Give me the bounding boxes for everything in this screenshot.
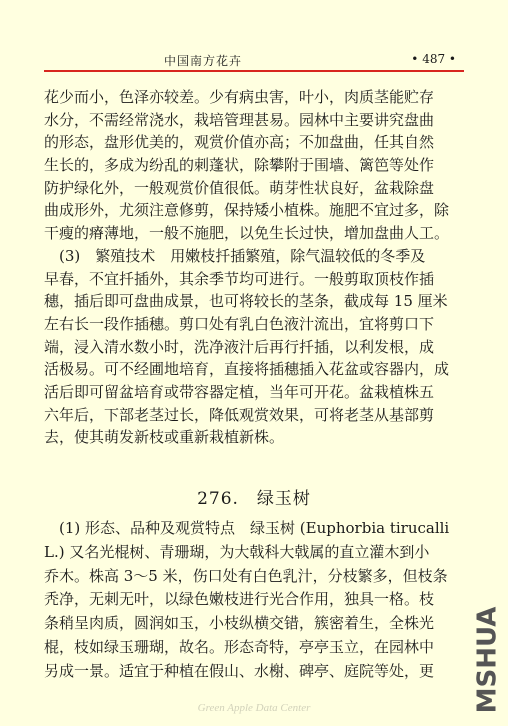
header-rule [44,70,464,72]
text-line: 早春，不宜扦插外，其余季节均可进行。一般剪取顶枝作插 [44,269,435,288]
text-line: 水分，不需经常浇水，栽培管理甚易。园林中主要讲究盘曲 [44,110,435,129]
text-line: 乔木。株高 3～5 米，伤口处有白色乳汁，分枝繁多，但枝条 [44,566,448,585]
text-line: 的形态，盘形优美的，观赏价值亦高；不加盘曲，任其自然 [44,133,435,152]
text-line: 条稍呈肉质，圆润如玉，小枝纵横交错，簇密着生，全株光 [44,614,435,633]
text-line: 去，使其萌发新枝或重新栽植新株。 [44,428,285,447]
side-watermark [470,606,504,714]
footer-watermark: Green Apple Data Center [197,702,311,714]
running-title: 中国南方花卉 [164,54,243,68]
section-heading: 276. 绿玉树 [197,489,311,509]
text-line: 防护绿化外，一般观赏价值很低。萌芽性状良好，盆栽除盘 [44,178,435,197]
side-watermark-text: MSHUA [472,606,503,714]
text-line: 生长的，多成为纷乱的刺蓬状，除攀附于围墙、篱笆等处作 [44,156,435,175]
text-line: 棍，枝如绿玉珊瑚，故名。形态奇特，亭亭玉立，在园林中 [44,637,435,656]
text-line: 端，浸入清水数小时，洗净液汁后再行扦插，以利发根，成 [44,337,435,356]
body-paragraph-2 [44,517,464,684]
text-line: 六年后，下部老茎过长，降低观赏效果，可将老茎从基部剪 [44,405,435,424]
body-paragraph-1 [44,86,464,449]
text-line: (1) 形态、品种及观赏特点 绿玉树 (Euphorbia tirucalli [44,519,450,537]
text-line: 左右长一段作插穗。剪口处有乳白色液汁流出，宜将剪口下 [44,314,435,333]
text-line: 曲成形外，尤须注意修剪，保持矮小植株。施肥不宜过多，除 [44,201,450,220]
text-line: 活极易。可不经圃地培育，直接将插穗插入花盆或容器内，成 [44,360,450,379]
text-line: 干瘦的瘠薄地，一般不施肥，以免生长过快，增加盘曲人工。 [44,224,450,243]
text-line: (3) 繁殖技术 用嫩枝扦插繁殖，除气温较低的冬季及 [44,246,426,265]
page-header [44,52,464,70]
text-line: 另成一景。适宜于种植在假山、水榭、碑亭、庭院等处，更 [44,661,435,680]
text-line: L.) 又名光棍树、青珊瑚，为大戟科大戟属的直立灌木到小 [44,542,430,561]
text-line: 秃净，无刺无叶，以绿色嫩枝进行光合作用，独具一格。枝 [44,590,435,609]
text-line: 穗，插后即可盘曲成景，也可将较长的茎条，截成每 15 厘米 [44,292,448,311]
text-line: 活后即可留盆培育或带容器定植，当年可开花。盆栽植株五 [44,382,435,401]
page-number: • 487 • [411,52,456,66]
text-line: 花少而小，色泽亦较差。少有病虫害，叶小，肉质茎能贮存 [44,88,435,106]
